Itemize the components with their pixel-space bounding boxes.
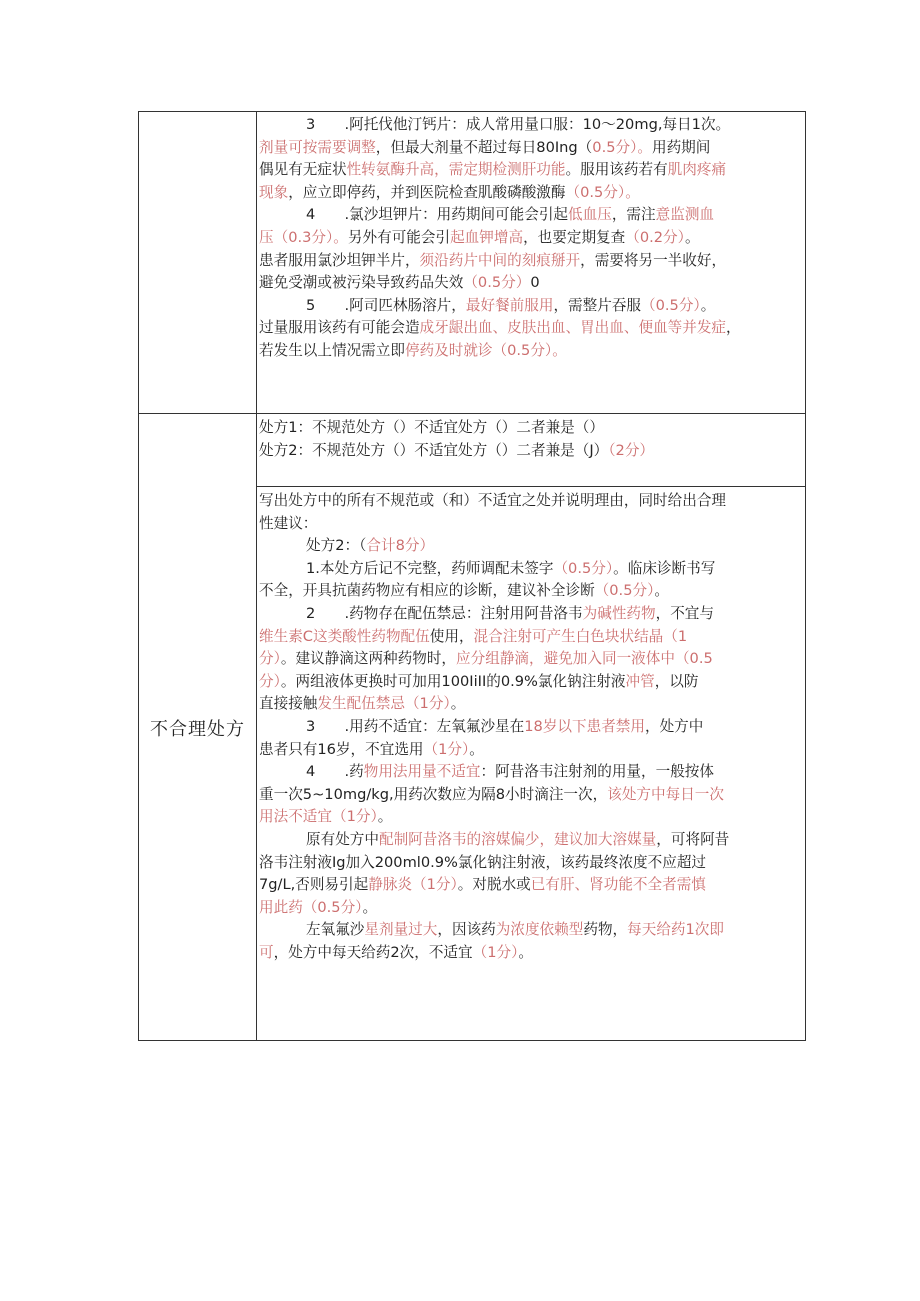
body-text: 药物， xyxy=(583,921,628,939)
highlighted-text: 成牙龈出血、皮肤出血、胃出血、便血等并发症 xyxy=(419,319,727,337)
body-text: ，处方中 xyxy=(644,717,704,735)
body-text: 直接接触 xyxy=(259,695,318,713)
highlighted-text: 每天给药1次即 xyxy=(627,921,724,939)
highlighted-text: （0.5分） xyxy=(463,274,531,292)
body-text: 2 .药物存在配伍禁忌：注射用阿昔洛韦 xyxy=(306,604,583,622)
text-line xyxy=(259,227,805,250)
para-losartan xyxy=(259,204,805,294)
highlighted-text: 为浓度依赖型 xyxy=(495,921,584,939)
prescription-review-table xyxy=(138,111,806,1041)
body-text: ：阿昔洛韦注射剂的用量，一般按体 xyxy=(480,763,714,781)
medication-guidance-cell xyxy=(259,114,805,363)
body-text: 。 xyxy=(700,296,716,314)
row-label-unreasonable: 不合理处方 xyxy=(150,719,245,740)
text-line xyxy=(259,942,805,965)
highlighted-text: 起血钾增高 xyxy=(450,228,524,246)
highlighted-text: 停药及时就诊（0.5分）。 xyxy=(404,341,567,359)
body-text: ，因该药 xyxy=(437,921,496,939)
text-line xyxy=(259,716,805,739)
prescription-classification-cell xyxy=(259,417,805,462)
body-text: 5 .阿司匹林肠溶片， xyxy=(306,296,466,314)
body-text: 过量服用该药有可能会造 xyxy=(259,319,420,337)
highlighted-text: 物用法用量不适宜 xyxy=(363,763,481,781)
text-line xyxy=(259,159,805,182)
highlighted-text: 0.5分）。 xyxy=(592,138,652,156)
body-text: 1.本处方后记不完整，药师调配未签字 xyxy=(306,559,554,577)
para-atorvastatin xyxy=(259,114,805,204)
text-line xyxy=(259,114,805,137)
highlighted-text: （1分） xyxy=(472,943,519,961)
highlighted-text: 配制阿昔洛韦的溶媒偏少，建议加大溶媒量 xyxy=(378,830,657,848)
analysis-solvent xyxy=(259,829,805,919)
body-text: 4 .药 xyxy=(306,763,364,781)
body-text: 。临床诊断书写 xyxy=(613,559,716,577)
body-text: 不全，开具抗菌药物应有相应的诊断，建议补全诊断 xyxy=(259,582,595,600)
highlighted-text: 剂量可按需要调整 xyxy=(259,138,376,156)
text-line xyxy=(259,490,805,513)
body-text: 偶见有无症状 xyxy=(259,161,347,179)
text-line xyxy=(259,648,805,671)
text-line xyxy=(259,671,805,694)
body-text: 使用， xyxy=(429,627,474,645)
body-text: 。对脱水或 xyxy=(457,876,531,894)
body-text: 原有处方中 xyxy=(306,830,379,848)
highlighted-text: 用此药（0.5分） xyxy=(259,898,363,916)
body-text: 。建议静滴这两种药物时， xyxy=(280,650,457,668)
text-line xyxy=(259,417,805,440)
column-divider xyxy=(256,112,257,1040)
highlighted-text: 用法不适宜（1分） xyxy=(259,808,378,826)
body-text: 重一次5~10mg/kg,用药次数应为隔8小时滴注一次， xyxy=(259,785,608,803)
body-text: 4 .氯沙坦钾片：用药期间可能会引起 xyxy=(306,206,569,224)
highlighted-text: 最好餐前服用 xyxy=(465,296,554,314)
highlighted-text: （0.5分） xyxy=(594,582,655,600)
highlighted-text: 分） xyxy=(259,672,281,690)
highlighted-text: 现象 xyxy=(259,183,289,201)
body-text: 7g/L,否则易引起 xyxy=(259,876,369,894)
text-line xyxy=(259,440,805,463)
body-text: 避免受潮或被污染导致药品失效 xyxy=(259,274,464,292)
body-text: 。 xyxy=(654,582,669,600)
body-text: 3 .用药不适宜：左氧氟沙星在 xyxy=(306,717,525,735)
text-line xyxy=(259,340,805,363)
body-text: 洛韦注射液Ig加入200ml0.9%氯化钠注射液，该药最终浓度不应超过 xyxy=(259,853,707,871)
text-line xyxy=(259,250,805,273)
body-text: 左氧氟沙 xyxy=(306,921,365,939)
analysis-point-2 xyxy=(259,603,805,716)
body-text: 用药期间 xyxy=(651,138,711,156)
para-aspirin xyxy=(259,295,805,363)
analysis-heading xyxy=(259,535,805,558)
body-text: 性建议： xyxy=(259,514,318,532)
body-text: 。 xyxy=(450,695,466,713)
body-text: ，需整片吞服 xyxy=(553,296,642,314)
highlighted-text: （0.2分） xyxy=(625,228,685,246)
body-text: ，不宜与 xyxy=(655,604,714,622)
text-line xyxy=(259,919,805,942)
text-line xyxy=(259,626,805,649)
body-text: ，也要定期复查 xyxy=(523,228,626,246)
highlighted-text: 为碱性药物 xyxy=(582,604,656,622)
text-line xyxy=(259,535,805,558)
body-text: 。 xyxy=(684,228,700,246)
body-text: 。两组液体更换时可加用100IiII的0.9%氯化钠注射液 xyxy=(280,672,626,690)
body-text: 另外有可能会引 xyxy=(347,228,451,246)
text-line xyxy=(259,603,805,626)
text-line xyxy=(259,806,805,829)
highlighted-text: 酸性药物配伍 xyxy=(342,627,430,645)
classification-block xyxy=(259,417,805,462)
highlighted-text: 维生素C这类 xyxy=(259,627,343,645)
highlighted-text: 肌肉疼痛 xyxy=(667,161,727,179)
text-line xyxy=(259,558,805,581)
highlighted-text: 意监测血 xyxy=(655,206,715,224)
text-line xyxy=(259,580,805,603)
highlighted-text: 应分组静滴，避免加入同一液体中（0.5 xyxy=(456,650,713,668)
body-text: 0 xyxy=(530,274,540,292)
body-text: 写出处方中的所有不规范或（和）不适宜之处并说明理由，同时给出合理 xyxy=(259,492,727,509)
highlighted-text: 发生配伍禁忌（1分） xyxy=(317,695,451,713)
text-line xyxy=(259,137,805,160)
highlighted-text: （1分） xyxy=(423,740,470,758)
text-line xyxy=(259,829,805,852)
body-text: 患者只有16岁，不宜选用 xyxy=(259,740,424,758)
body-text: ，可将阿昔 xyxy=(656,830,730,848)
prescription-analysis-cell xyxy=(259,490,805,964)
highlighted-text: 该处方中每日一次 xyxy=(607,785,724,803)
body-text: 。 xyxy=(518,943,534,961)
highlighted-text: 压 xyxy=(259,228,274,246)
body-text: 。服用该药若有 xyxy=(565,161,668,179)
text-line xyxy=(259,317,805,340)
highlighted-text: 星剂量过大 xyxy=(364,921,438,939)
highlighted-text: （2分） xyxy=(608,441,655,459)
text-line xyxy=(259,739,805,762)
text-line xyxy=(259,874,805,897)
analysis-point-1 xyxy=(259,558,805,603)
highlighted-text: 静脉炎（1分） xyxy=(368,876,458,894)
highlighted-text: 冲管 xyxy=(625,672,655,690)
body-text: 。 xyxy=(377,808,393,826)
analysis-levofloxacin xyxy=(259,919,805,964)
text-line xyxy=(259,295,805,318)
highlighted-text: 性转氨酶升高，需定期检测肝功能 xyxy=(346,161,566,179)
body-text: ，需要将另一半收好， xyxy=(580,251,727,269)
highlighted-text: 混合注射可产生白色块状结晶（1 xyxy=(473,627,688,645)
highlighted-text: 低血压 xyxy=(568,206,612,224)
body-text: ，以防 xyxy=(654,672,699,690)
highlighted-text: 须沿药片中间的刻痕掰开 xyxy=(419,251,581,269)
body-text: 患者服用氯沙坦钾半片， xyxy=(259,251,420,269)
highlighted-text: （0.5分）。 xyxy=(565,183,640,201)
body-text: ， xyxy=(726,319,741,337)
analysis-point-3 xyxy=(259,716,805,761)
highlighted-text: 18岁以下患者禁用 xyxy=(524,717,645,735)
body-text: ，应立即停药，并到医院检查肌酸磷酸激酶 xyxy=(288,183,566,201)
analysis-intro xyxy=(259,490,805,535)
row-divider xyxy=(139,413,805,414)
highlighted-text: 可 xyxy=(259,943,274,961)
analysis-point-4 xyxy=(259,761,805,829)
body-text: 若发生以上情况需立即 xyxy=(259,341,405,359)
subrow-divider xyxy=(256,486,805,487)
text-line xyxy=(259,513,805,536)
highlighted-text: （0.5分） xyxy=(553,559,614,577)
body-text: ，需注 xyxy=(611,206,656,224)
highlighted-text: 分） xyxy=(259,650,281,668)
text-line xyxy=(259,182,805,205)
highlighted-text: （0.3分）。 xyxy=(273,228,348,246)
body-text: 处方2：（ xyxy=(306,537,367,555)
body-text: ，但最大剂量不超过每日80Ing（ xyxy=(375,138,593,156)
text-line xyxy=(259,784,805,807)
text-line xyxy=(259,204,805,227)
body-text: 3 .阿托伐他汀钙片：成人常用量口服：10～20mg,每日1次。 xyxy=(306,116,731,133)
text-line xyxy=(259,897,805,920)
text-line xyxy=(259,272,805,295)
highlighted-text: 已有肝、肾功能不全者需慎 xyxy=(530,876,706,894)
body-text: 处方2：不规范处方（）不适宜处方（）二者兼是（J） xyxy=(259,441,609,459)
body-text: 。 xyxy=(362,898,378,916)
text-line xyxy=(259,693,805,716)
highlighted-text: 合计8分） xyxy=(366,537,435,555)
body-text: 。 xyxy=(469,740,484,758)
highlighted-text: （0.5分） xyxy=(641,296,701,314)
body-text: 处方1：不规范处方（）不适宜处方（）二者兼是（） xyxy=(259,419,604,436)
body-text: ，处方中每天给药2次，不适宜 xyxy=(273,943,473,961)
text-line xyxy=(259,761,805,784)
text-line xyxy=(259,852,805,875)
